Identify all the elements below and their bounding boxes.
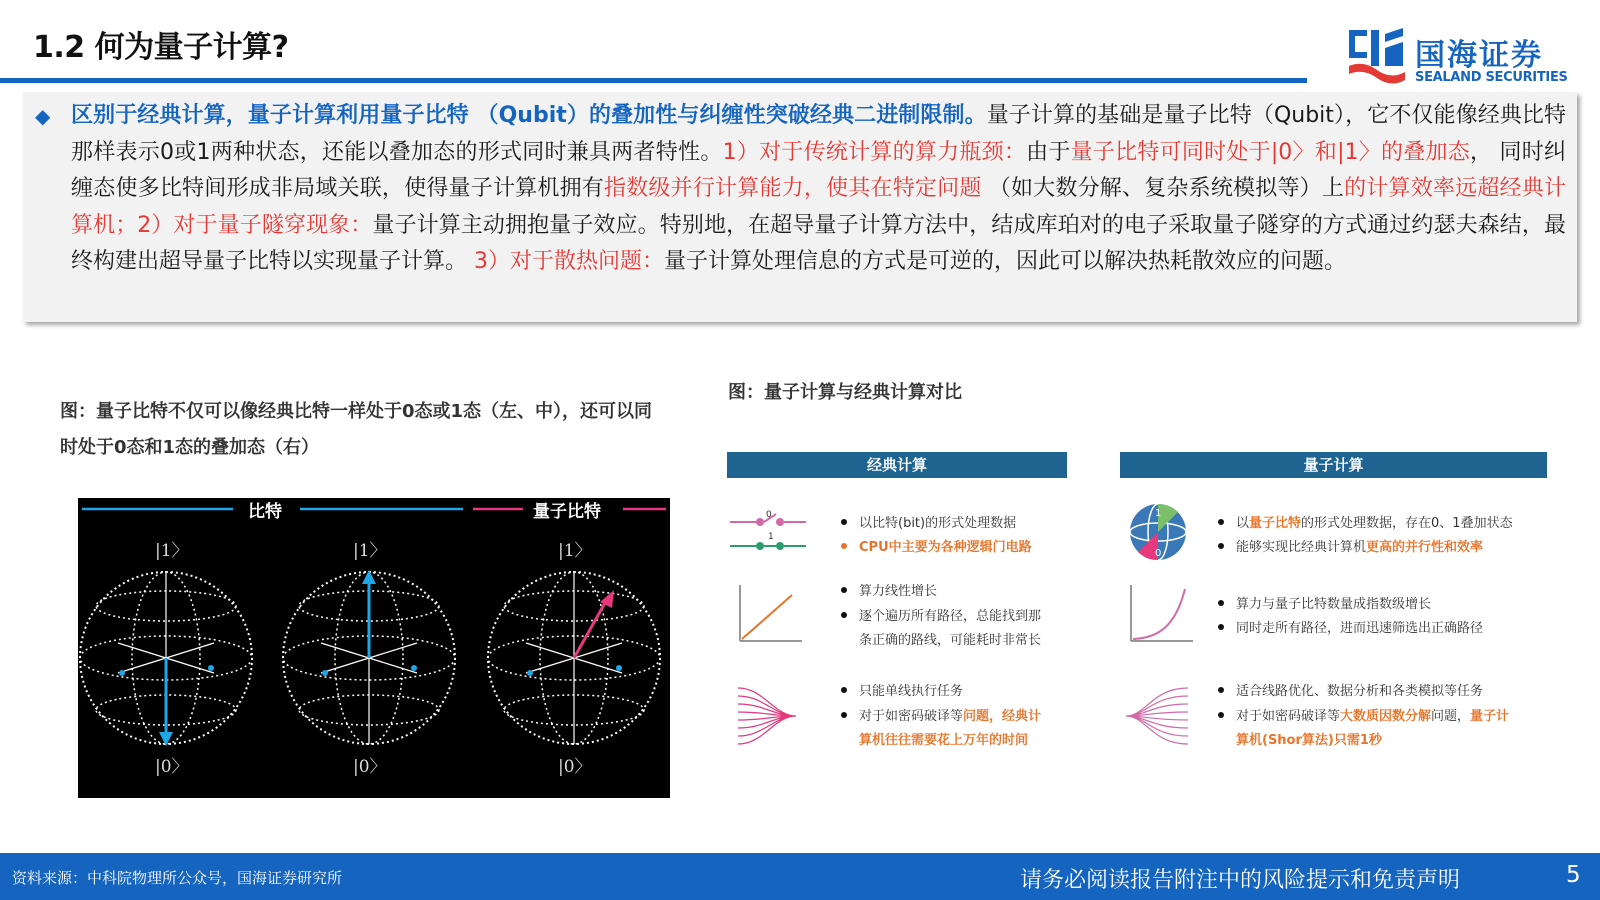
svg-text:0: 0 bbox=[766, 510, 772, 520]
quantum-computing-header: 量子计算 bbox=[1120, 452, 1547, 478]
summary-paragraph bbox=[71, 98, 1566, 281]
summary-text: 由于 bbox=[1026, 139, 1071, 165]
quantum-row2-item1: 算力与量子比特数量成指数级增长 bbox=[1218, 593, 1431, 617]
footer-source: 资料来源：中科院物理所公众号，国海证券研究所 bbox=[12, 869, 343, 887]
summary-text: ， 同时纠缠态使多比特间形成非局域关联，使得量子计算机拥有 bbox=[71, 139, 1567, 201]
quantum-row3-item1: 适合线路优化、数据分析和各类模拟等任务 bbox=[1218, 680, 1483, 704]
page-title: 1.2 何为量子计算? bbox=[33, 30, 289, 65]
summary-highlight: 的计算效率远超经典计算机；2）对于量子隧穿现象： bbox=[71, 176, 1566, 238]
svg-text:|1〉: |1〉 bbox=[558, 541, 592, 561]
summary-highlight: 指数级并行计算能力，使其在特定问题 bbox=[604, 176, 982, 201]
classic-row3-item1: 只能单线执行任务 bbox=[841, 680, 963, 704]
parallel-paths-icon bbox=[1122, 686, 1192, 746]
quantum-row1-item2: 能够实现比经典计算机更高的并行性和效率 bbox=[1218, 536, 1483, 560]
svg-text:|1〉: |1〉 bbox=[155, 541, 189, 561]
summary-highlight: 3）对于散热问题： bbox=[467, 249, 665, 274]
summary-lead: 区别于经典计算，量子计算利用量子比特 （Qubit）的叠加性与纠缠性突破经典二进制限制。 bbox=[71, 103, 987, 128]
bloch-sphere-figure bbox=[78, 498, 670, 798]
svg-text:|1〉: |1〉 bbox=[353, 541, 387, 561]
classic-row2-item1: 算力线性增长 bbox=[841, 580, 937, 604]
footer-bar bbox=[0, 853, 1600, 900]
classic-row2-item2: 逐个遍历所有路径，总能找到那 条正确的路线，可能耗时非常长 bbox=[841, 605, 1041, 653]
summary-box bbox=[23, 92, 1577, 322]
svg-text:0: 0 bbox=[1155, 548, 1162, 559]
serial-paths-icon bbox=[734, 686, 800, 746]
page-number: 5 bbox=[1566, 862, 1581, 888]
qubit-label: 量子比特 bbox=[533, 502, 601, 522]
bloch-sphere-state-0 bbox=[80, 541, 252, 777]
logic-gate-icon bbox=[728, 508, 808, 554]
quantum-row2-item2: 同时走所有路径，进而迅速筛选出正确路径 bbox=[1218, 617, 1483, 641]
comparison-figure-caption: 图：量子计算与经典计算对比 bbox=[728, 382, 962, 403]
bloch-figure-caption: 图：量子比特不仅可以像经典比特一样处于0态或1态（左、中），还可以同时处于0态和1态的叠加态（右） bbox=[60, 401, 653, 458]
quantum-row1-item1: 以量子比特的形式处理数据，存在0、1叠加状态 bbox=[1218, 512, 1513, 536]
classic-row1-item2: CPU中主要为各种逻辑门电路 bbox=[841, 536, 1032, 560]
summary-highlight: 1）对于传统计算的算力瓶颈： bbox=[722, 139, 1027, 165]
title-underline bbox=[0, 78, 1307, 83]
logo-english-name: SEALAND SECURITIES bbox=[1415, 70, 1568, 85]
sealand-logo-icon bbox=[1345, 26, 1409, 86]
summary-text: 量子计算处理信息的方式是可逆的，因此可以解决热耗散效应的问题。 bbox=[664, 249, 1347, 274]
footer-disclaimer: 请务必阅读报告附注中的风险提示和免责声明 bbox=[1020, 868, 1461, 893]
classic-computing-header: 经典计算 bbox=[727, 452, 1067, 478]
summary-text: （如大数分解、复杂系统模拟等）上 bbox=[981, 176, 1345, 201]
svg-text:1: 1 bbox=[1155, 508, 1162, 519]
bloch-sphere-superposition bbox=[488, 541, 660, 777]
summary-text: 量子计算主动拥抱量子效应。特别地，在超导量子计算方法中，结成库珀对的电子采取量子隧穿的方式通过约瑟夫森结，最终构建出超导量子比特以实现量子计算。 bbox=[71, 212, 1566, 274]
quantum-row3-item2: 对于如密码破译等大数质因数分解问题，量子计 算机(Shor算法)只需1秒 bbox=[1218, 705, 1509, 753]
svg-text:1: 1 bbox=[768, 532, 774, 542]
summary-text: 量子计算的基础是量子比特（Qubit），它不仅能像经典比特那样表示0或1两种状态，还能以叠加态的形式同时兼具两者特性。 bbox=[71, 103, 1566, 165]
svg-text:|0〉: |0〉 bbox=[558, 757, 592, 777]
classic-bit-label: 比特 bbox=[248, 502, 282, 522]
exponential-growth-icon bbox=[1127, 583, 1195, 645]
summary-highlight: 量子比特可同时处于|0〉和|1〉的叠加态 bbox=[1070, 139, 1470, 165]
svg-text:|0〉: |0〉 bbox=[155, 757, 189, 777]
classic-row3-item2: 对于如密码破译等问题，经典计 算机往往需要花上万年的时间 bbox=[841, 705, 1041, 753]
company-logo bbox=[1345, 26, 1570, 88]
classic-row1-item1: 以比特(bit)的形式处理数据 bbox=[841, 512, 1016, 536]
linear-growth-icon bbox=[736, 583, 804, 645]
bloch-sphere-state-1 bbox=[283, 541, 455, 777]
qubit-sphere-icon bbox=[1126, 500, 1190, 564]
svg-text:|0〉: |0〉 bbox=[353, 757, 387, 777]
logo-chinese-name: 国海证券 bbox=[1415, 38, 1543, 73]
diamond-bullet-icon: ◆ bbox=[35, 104, 51, 128]
